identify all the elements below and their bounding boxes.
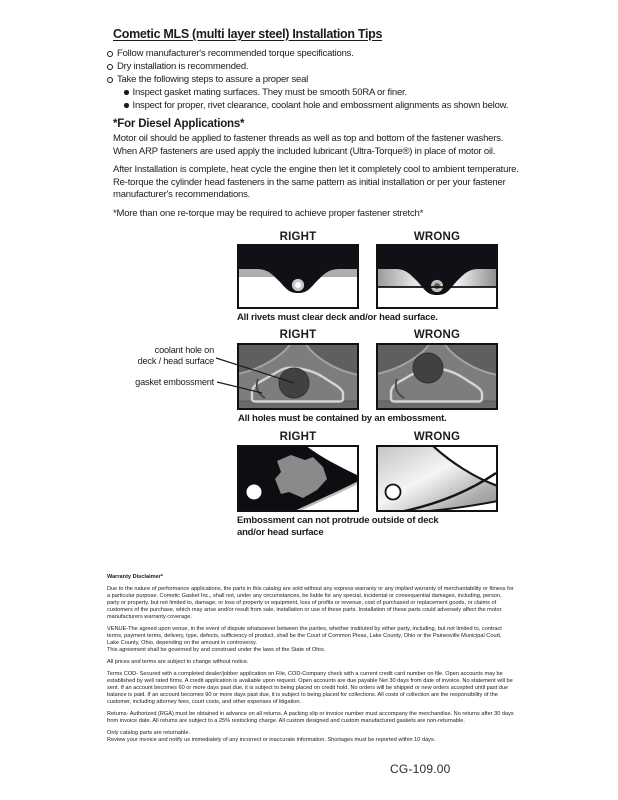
callout-text: deck / head surface <box>137 356 214 366</box>
legal-paragraph-review: Review your invoice and notify us immediately of any incorrect or inaccurate information. Shortages must be reported within 10 days. <box>107 737 436 743</box>
embossment-protrusion-wrong-diagram <box>376 445 498 512</box>
rivet-clearance-right-diagram <box>237 244 359 309</box>
legal-paragraph-warranty: Due to the nature of performance applications, the parts in this catalog are sold without any express warranty or any implied warranty of merchantability or fitness for a particular purpose. Cometic Gasket Inc., shall not, under any circumstances, be liable for any special, incidental or consequential damages, including, person, party or property, but not limited to, damage, or loss of property or equipment, loss of profits or revenue, cost of purchased or replacement goods, or claims of customers of the purchase, which may arise and/or result from sale, installation or use of these parts. Installation of these parts could adversely affect the motor manufacturers warranty coverage. <box>107 586 514 620</box>
bullet-text: Inspect gasket mating surfaces. They must be smooth 50RA or finer. <box>132 87 407 98</box>
tips-list <box>107 47 537 112</box>
legal-heading: Warranty Disclaimer* <box>107 574 164 580</box>
figure-caption: All holes must be contained by an embossment. <box>238 413 447 424</box>
dot-bullet-icon <box>124 103 129 108</box>
bullet-text: Follow manufacturer's recommended torque specifications. <box>117 48 354 59</box>
diesel-note: *More than one re-torque may be required to achieve proper fastener stretch* <box>113 207 424 219</box>
circle-bullet-icon <box>107 51 113 57</box>
bolt-hole-icon <box>386 485 401 500</box>
figure-caption <box>237 515 497 539</box>
legal-section <box>107 574 515 749</box>
bullet-text: Dry installation is recommended. <box>117 61 249 72</box>
caption-line: and/or head surface <box>237 527 324 538</box>
list-item <box>107 47 537 60</box>
embossment-protrusion-right-diagram <box>237 445 359 512</box>
callout-coolant-hole <box>96 345 214 367</box>
circle-bullet-icon <box>107 77 113 83</box>
figure-label-wrong: WRONG <box>413 329 461 341</box>
caption-line: Embossment can not protrude outside of deck <box>237 515 439 526</box>
list-item <box>107 60 537 73</box>
bullet-text: Take the following steps to assure a proper seal <box>117 74 309 85</box>
diesel-paragraph: Motor oil should be applied to fastener threads as well as top and bottom of the fastener washers. When ARP fasteners are used apply the included lubricant (Ultra-Torque®) in place of motor oil. <box>113 133 504 157</box>
figure-label-wrong: WRONG <box>413 431 461 443</box>
figure-label-right: RIGHT <box>279 329 317 341</box>
legal-paragraph-terms: Terms COD- Secured with a completed dealer/jobber application on File, COD-Company check with a current credit card number on file. Open accounts may be established by well rated firms. A credit application is available upon request. Open accounts are due payable Net 30 days from date of invoice. No statement will be sent. If an account becomes 60 or more days past due, it is subject to being placed on credit hold. No orders will be shipped or new orders accepted until past due balance is paid. If an account becomes 90 or more days past due, it is subject to being placed for collections. All costs of collection are the responsibility of the customer, including attorney fees, court costs, and other expenses of litigation. <box>107 671 513 705</box>
diesel-paragraph: After Installation is complete, heat cycle the engine then let it completely cool to ambient temperature. Re-torque the cylinder head fasteners in the same pattern as initial installation or per your fastener manufacturer's recommendations. <box>113 164 519 201</box>
page-title: Cometic MLS (multi layer steel) Installation Tips <box>113 27 383 41</box>
bullet-text: Inspect for proper, rivet clearance, coolant hole and embossment alignments as shown below. <box>132 100 509 111</box>
coolant-hole-icon <box>279 368 309 398</box>
diesel-heading: *For Diesel Applications* <box>113 118 245 130</box>
circle-bullet-icon <box>107 64 113 70</box>
rivet-clearance-wrong-diagram <box>376 244 498 309</box>
figure-caption: All rivets must clear deck and/or head surface. <box>237 312 438 323</box>
legal-paragraph-governing: This agreement shall be governed by and construed under the laws of the State of Ohio. <box>107 647 326 653</box>
legal-paragraph-catalog: Only catalog parts are returnable. <box>107 730 191 736</box>
figure-label-right: RIGHT <box>279 231 317 243</box>
legal-paragraph-prices: All prices and terms are subject to change without notice. <box>107 659 249 665</box>
list-item <box>107 99 537 112</box>
bolt-hole-icon <box>247 485 262 500</box>
callout-text: coolant hole on <box>154 345 214 355</box>
coolant-hole-icon <box>413 353 443 383</box>
callout-gasket-embossment: gasket embossment <box>135 377 214 387</box>
list-item <box>107 86 537 99</box>
hole-embossment-wrong-diagram <box>376 343 498 410</box>
legal-paragraph-venue: VENUE-The agreed upon venue, in the event of dispute whatsoever between the parties, whether instituted by either party, including, but not limited to, contract terms, payment terms, delivery, type, defects, sufficiency of product, shall be the Court of Common Pleas, Lake County, Ohio or the Painesville Municipal Court, Lake County, Ohio, depending on the amount in controversy. <box>107 626 502 646</box>
figure-label-wrong: WRONG <box>413 231 461 243</box>
dot-bullet-icon <box>124 90 129 95</box>
document-code: CG-109.00 <box>390 762 451 776</box>
figure-label-right: RIGHT <box>279 431 317 443</box>
list-item <box>107 73 537 86</box>
hole-embossment-right-diagram <box>237 343 359 410</box>
legal-paragraph-returns: Returns- Authorized (RGA) must be obtained in advance on all returns. A packing slip or invoice number must accompany the merchandise. No returns after 30 days from invoice date. All returns are subject to a 25% restocking charge. All custom designed and custom manufactured gaskets are non-returnable. <box>107 711 514 724</box>
diesel-section <box>113 118 525 227</box>
